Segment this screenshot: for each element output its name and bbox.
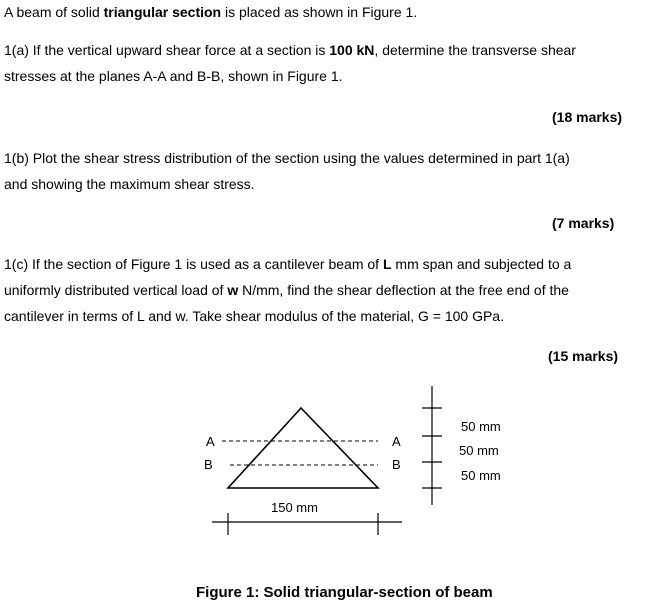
label-a-right: A <box>392 434 401 449</box>
dimension-bottom-label: 50 mm <box>461 468 501 483</box>
question-1a-marks: (18 marks) <box>552 109 623 125</box>
question-1a-line-2: stresses at the planes A-A and B-B, shown in Figure 1. <box>4 68 343 84</box>
triangle-shape <box>228 408 378 488</box>
question-1c-marks: (15 marks) <box>548 348 619 364</box>
question-1c-line-3: cantilever in terms of L and w. Take shear modulus of the material, G = 100 GPa. <box>4 308 504 324</box>
label-a-left: A <box>206 434 215 449</box>
intro-text: A beam of solid triangular section is placed as shown in Figure 1. <box>4 4 418 20</box>
question-1c-line-1: 1(c) If the section of Figure 1 is used as a cantilever beam of L mm span and subjected to a <box>4 256 572 272</box>
dimension-middle-label: 50 mm <box>459 443 499 458</box>
label-b-right: B <box>392 457 401 472</box>
question-1b-marks: (7 marks) <box>552 215 615 231</box>
question-1c-line-2: uniformly distributed vertical load of w N/mm, find the shear deflection at the free end of the <box>4 282 569 298</box>
question-1b-line-2: and showing the maximum shear stress. <box>4 176 255 192</box>
label-b-left: B <box>204 457 213 472</box>
question-1a-line-1: 1(a) If the vertical upward shear force at a section is 100 kN, determine the transverse shear <box>4 42 576 58</box>
dimension-base-label: 150 mm <box>271 500 318 515</box>
question-1b-line-1: 1(b) Plot the shear stress distribution of the section using the values determined in part 1(a) <box>4 150 570 166</box>
dimension-top-label: 50 mm <box>461 419 501 434</box>
figure-caption: Figure 1: Solid triangular-section of beam <box>196 584 493 601</box>
